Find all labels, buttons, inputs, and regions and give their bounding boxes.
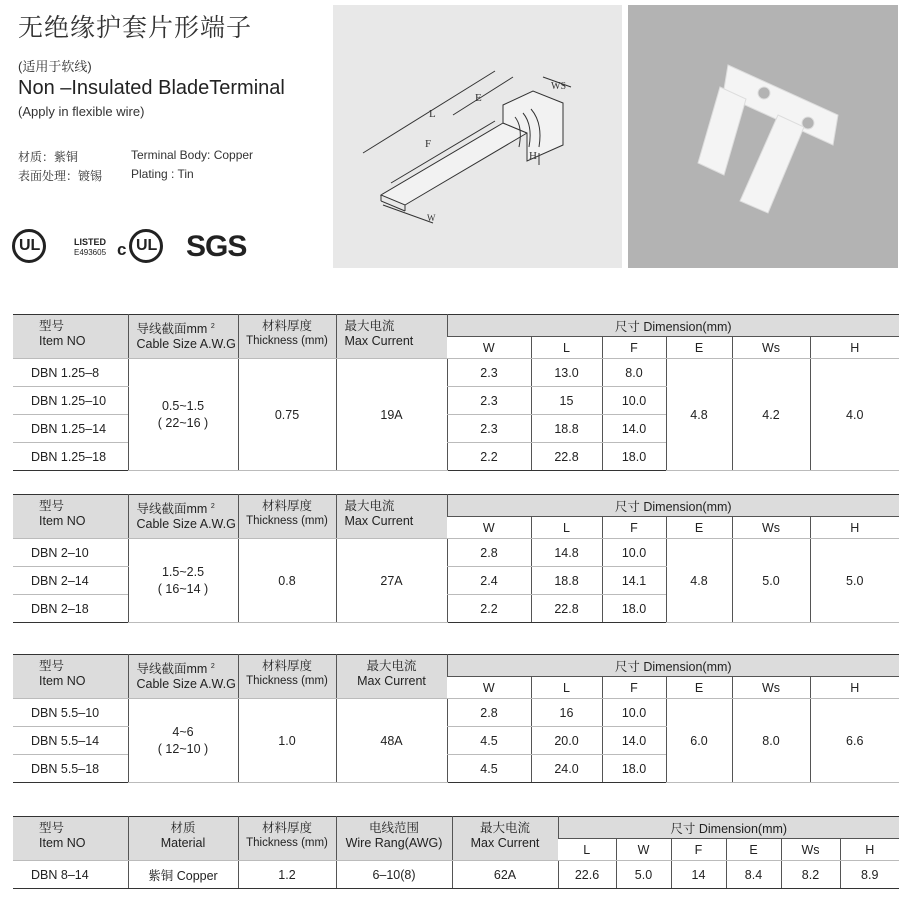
header-thickness: 材料厚度 Thickness (mm) <box>238 495 336 539</box>
header-item: 型号 Item NO <box>13 817 128 861</box>
plating-label-cn: 表面处理：镀锡 <box>18 169 103 183</box>
header-material: 材质 Material <box>128 817 238 861</box>
subtitle-cn: (适用于软线) <box>18 59 92 74</box>
spec-table-3 <box>13 654 899 783</box>
header-l: L <box>531 677 602 699</box>
table-row: DBN 1.25–10 2.3 15 10.0 <box>13 387 899 415</box>
header-h: H <box>810 337 899 359</box>
header-e: E <box>726 839 781 861</box>
header-f: F <box>602 337 666 359</box>
header-dimension: 尺寸 Dimension(mm) <box>558 817 899 839</box>
table-row: DBN 1.25–18 2.2 22.8 18.0 <box>13 443 899 471</box>
header-h: H <box>810 517 899 539</box>
header-w: W <box>447 337 531 359</box>
page-title-en: Non –Insulated BladeTerminal <box>18 77 285 99</box>
dim-label-ws: WS <box>551 81 566 92</box>
header-w: W <box>447 677 531 699</box>
header-wire-range: 电线范围 Wire Rang(AWG) <box>336 817 452 861</box>
header-cable: 导线截面mm $^2$ Cable Size A.W.G <box>128 315 238 359</box>
header-current: 最大电流 Max Current <box>336 495 447 539</box>
header-h: H <box>840 839 899 861</box>
header-ws: Ws <box>781 839 840 861</box>
plating-en: Plating : Tin <box>131 167 194 181</box>
table-row: DBN 5.5–14 4.5 20.0 14.0 <box>13 727 899 755</box>
listed-label: LISTED <box>74 237 107 247</box>
header-dimension: 尺寸 Dimension(mm) <box>447 495 899 517</box>
header-current: 最大电流 Max Current <box>336 655 447 699</box>
header-e: E <box>666 337 732 359</box>
header-h: H <box>810 677 899 699</box>
header-w: W <box>447 517 531 539</box>
header-item: 型号 Item NO <box>13 495 128 539</box>
terminal-drawing-svg <box>333 5 622 268</box>
header-current: 最大电流 Max Current <box>336 315 447 359</box>
header-f: F <box>671 839 726 861</box>
header-thickness: 材料厚度 Thickness (mm) <box>238 817 336 861</box>
header-ws: Ws <box>732 517 810 539</box>
cul-c-mark: c <box>117 240 127 259</box>
spec-table-2 <box>13 494 899 623</box>
sgs-logo: SGS <box>186 230 247 263</box>
header-e: E <box>666 677 732 699</box>
ul-logo: UL <box>12 229 46 263</box>
header-f: F <box>602 517 666 539</box>
header-w: W <box>616 839 671 861</box>
header-ws: Ws <box>732 677 810 699</box>
dim-label-h: H <box>529 150 537 162</box>
header-e: E <box>666 517 732 539</box>
table-row: DBN 2–14 2.4 18.8 14.1 <box>13 567 899 595</box>
table-row: DBN 2–18 2.2 22.8 18.0 <box>13 595 899 623</box>
listed-code: E493605 <box>74 248 107 257</box>
table-row: DBN 1.25–8 0.5~1.5 ( 22~16 ) 0.75 19A 2.3 13.0 8.0 4.8 4.2 4.0 <box>13 359 899 387</box>
material-en: Terminal Body: Copper <box>131 148 254 162</box>
table-row: DBN 5.5–18 4.5 24.0 18.0 <box>13 755 899 783</box>
page-title-cn: 无绝缘护套片形端子 <box>18 14 253 42</box>
terminal-photo-svg <box>628 5 898 268</box>
dim-label-w: W <box>427 213 436 223</box>
header-dimension: 尺寸 Dimension(mm) <box>447 315 899 337</box>
terminal-photo <box>628 5 898 268</box>
header-cable: 导线截面mm $^2$ Cable Size A.W.G <box>128 495 238 539</box>
material-label-cn: 材质：紫铜 <box>18 150 79 164</box>
header-l: L <box>531 517 602 539</box>
header-current: 最大电流 Max Current <box>452 817 558 861</box>
dim-label-e: E <box>475 92 482 104</box>
header-thickness: 材料厚度 Thickness (mm) <box>238 315 336 359</box>
cul-logo: UL <box>129 229 163 263</box>
table-row: DBN 5.5–10 4~6 ( 12~10 ) 1.0 48A 2.8 16 10.0 6.0 8.0 6.6 <box>13 699 899 727</box>
terminal-drawing <box>333 5 622 268</box>
header-cable: 导线截面mm $^2$ Cable Size A.W.G <box>128 655 238 699</box>
spec-table-4 <box>13 816 899 889</box>
dim-label-f: F <box>425 138 432 150</box>
header-f: F <box>602 677 666 699</box>
table-row: DBN 2–10 1.5~2.5 ( 16~14 ) 0.8 27A 2.8 14.8 10.0 4.8 5.0 5.0 <box>13 539 899 567</box>
header-item: 型号 Item NO <box>13 655 128 699</box>
header-l: L <box>531 337 602 359</box>
header-l: L <box>558 839 616 861</box>
header-ws: Ws <box>732 337 810 359</box>
dim-label-l: L <box>429 108 436 120</box>
header-dimension: 尺寸 Dimension(mm) <box>447 655 899 677</box>
subtitle-en: (Apply in flexible wire) <box>18 104 145 119</box>
spec-table-1 <box>13 314 899 471</box>
table-row: DBN 8–14 紫铜 Copper 1.2 6–10(8) 62A 22.6 5.0 14 8.4 8.2 8.9 <box>13 861 899 889</box>
table-row: DBN 1.25–14 2.3 18.8 14.0 <box>13 415 899 443</box>
header-item: 型号 Item NO <box>13 315 128 359</box>
header-thickness: 材料厚度 Thickness (mm) <box>238 655 336 699</box>
